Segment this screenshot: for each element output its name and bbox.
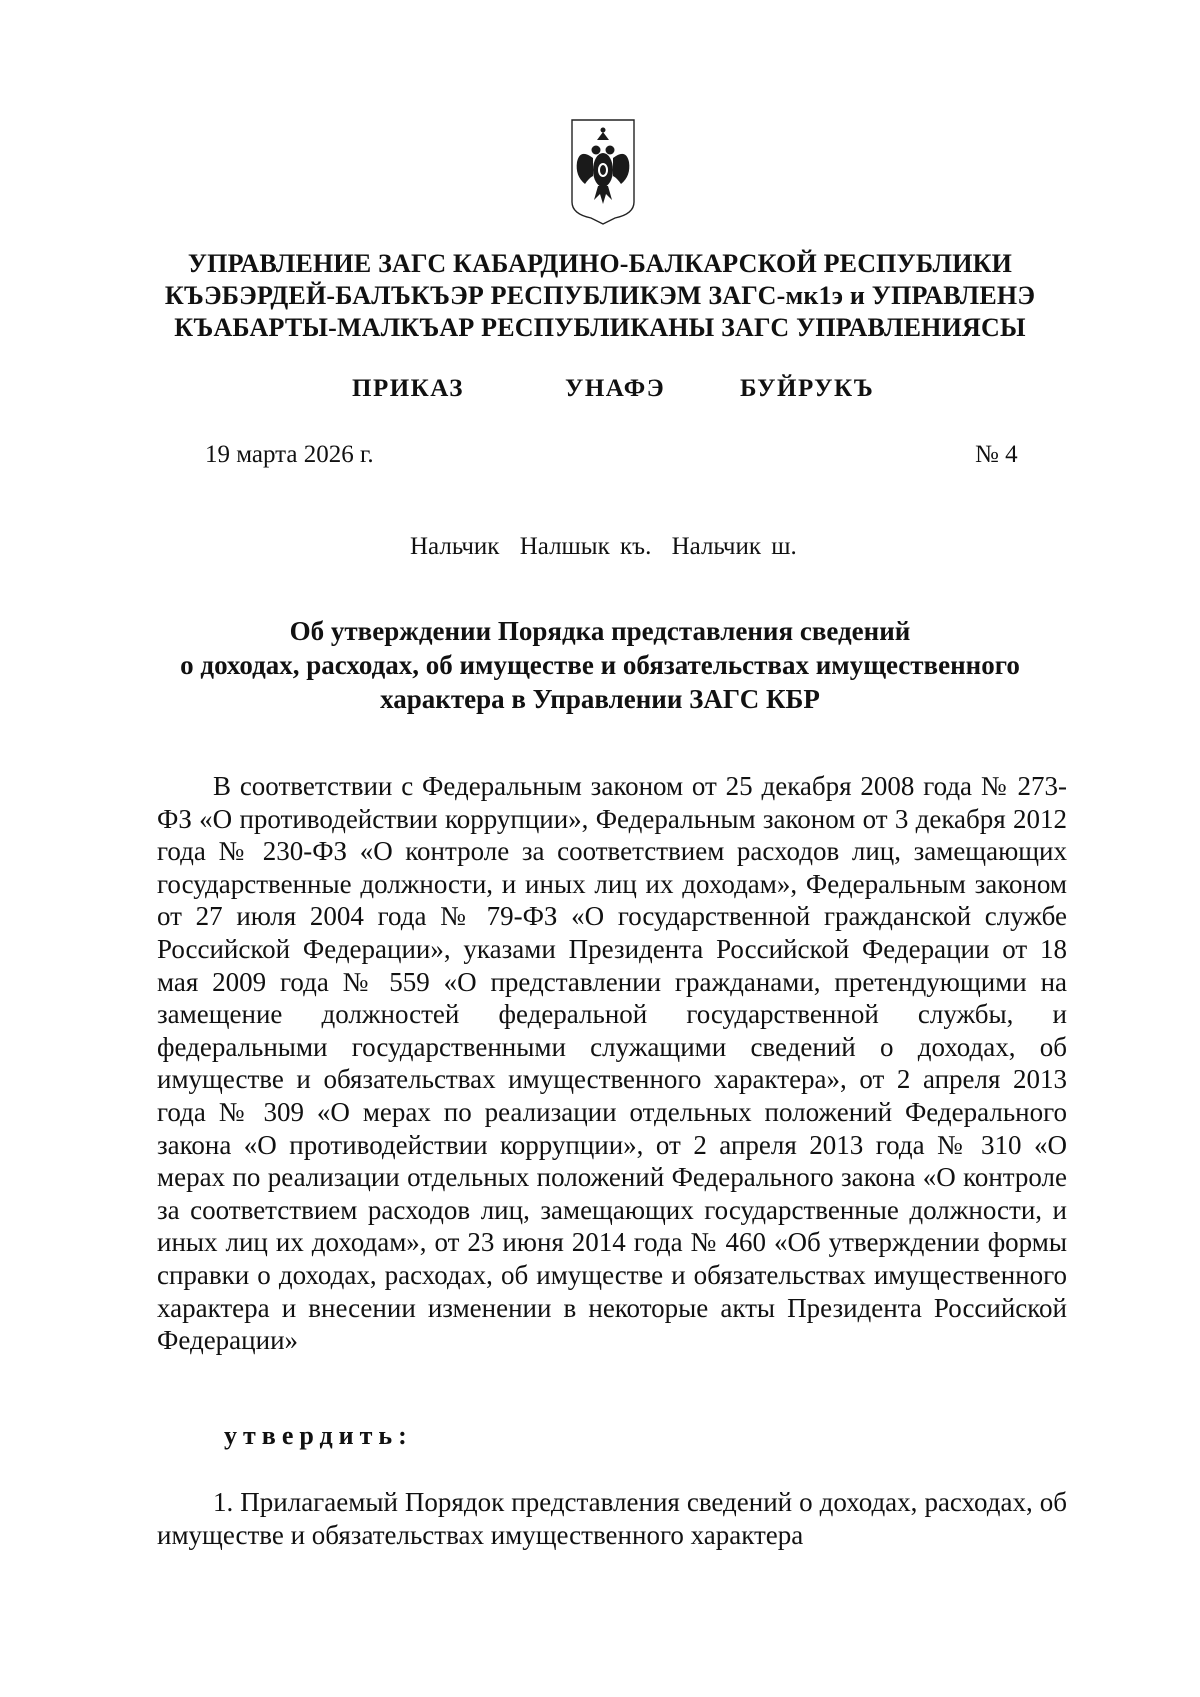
document-type-krc: БУЙРУКЪ bbox=[740, 375, 875, 402]
city-line bbox=[410, 533, 807, 561]
resolve-heading: утвердить: bbox=[224, 1421, 413, 1450]
organization-header bbox=[100, 248, 1100, 344]
org-header-line-ru: УПРАВЛЕНИЕ ЗАГС КАБАРДИНО-БАЛКАРСКОЙ РЕСПУБЛИКИ bbox=[187, 249, 1013, 278]
document-number: № 4 bbox=[975, 441, 1018, 468]
document-type-ru: ПРИКАЗ bbox=[352, 375, 464, 402]
city-krc: Нальчик ш. bbox=[671, 533, 797, 560]
city-kbd: Налшык къ. bbox=[519, 533, 652, 560]
preamble-paragraph: В соответствии с Федеральным законом от 25 декабря 2008 года № 273-ФЗ «О противодействии коррупции», Федеральным законом от 3 декабря 2012 года № 230-ФЗ «О контроле за соответствием расходов лиц, замещающих государственные должности, и иных лиц их доходам», Федеральным законом от 27 июля 2004 года № 79-ФЗ «О государственной гражданской службе Российской Федерации», указами Президента Российской Федерации от 18 мая 2009 года № 559 «О представлении гражданами, претендующими на замещение должностей федеральной государственной службы, и федеральными государственными служащими сведений о доходах, об имуществе и обязательствах имущественного характера», от 2 апреля 2013 года № 309 «О мерах по реализации отдельных положений Федерального закона «О противодействии коррупции», от 2 апреля 2013 года № 310 «О мерах по реализации отдельных положений Федерального закона «О контроле за соответствием расходов лиц, замещающих государственные должности, и иных лиц их доходам», от 23 июня 2014 года № 460 «Об утверждении формы справки о доходах, расходах, об имуществе и обязательствах имущественного характера и внесении изменении в некоторые акты Президента Российской Федерации» bbox=[157, 771, 1067, 1356]
org-header-line-krc: КЪАБАРТЫ-МАЛКЪАР РЕСПУБЛИКАНЫ ЗАГС УПРАВЛЕНИЯСЫ bbox=[174, 313, 1026, 342]
city-ru: Нальчик bbox=[410, 533, 500, 560]
title-line-1: Об утверждении Порядка представления сведений bbox=[289, 616, 911, 646]
document-type-kbd: УНАФЭ bbox=[565, 375, 666, 402]
document-title bbox=[150, 614, 1050, 716]
coat-of-arms-emblem bbox=[570, 118, 636, 226]
org-header-line-kbd: КЪЭБЭРДЕЙ-БАЛЪКЪЭР РЕСПУБЛИКЭМ ЗАГС-мк1э и УПРАВЛЕНЭ bbox=[164, 281, 1036, 310]
title-line-2: о доходах, расходах, об имуществе и обязательствах имущественного bbox=[180, 650, 1020, 680]
document-date: 19 марта 2026 г. bbox=[205, 441, 374, 468]
title-line-3: характера в Управлении ЗАГС КБР bbox=[380, 684, 820, 714]
list-item: 1. Прилагаемый Порядок представления сведений о доходах, расходах, об имуществе и обязательствах имущественного характера bbox=[157, 1487, 1067, 1550]
